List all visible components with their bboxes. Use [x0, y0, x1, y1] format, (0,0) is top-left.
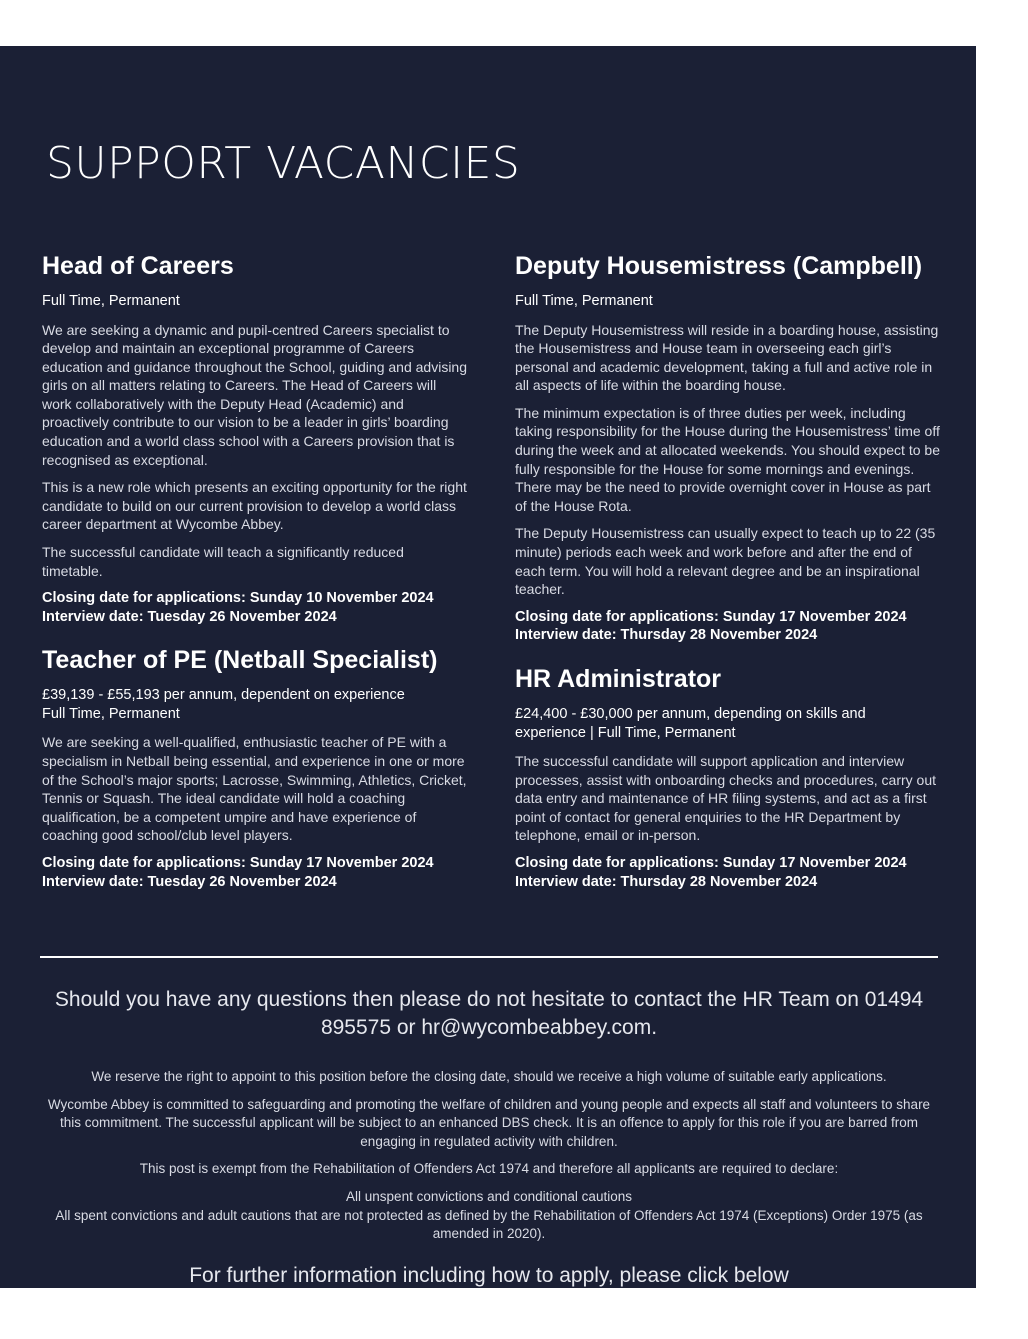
closing-date: Closing date for applications: Sunday 10 November 2024 [42, 590, 434, 607]
job-description: This is a new role which presents an exciting opportunity for the right candidate to build on our current provision to develop a world class career department at Wycombe Abbey. [42, 479, 467, 533]
job-terms [515, 705, 940, 742]
footer [40, 986, 938, 1318]
job-description: The Deputy Housemistress can usually expect to teach up to 22 (35 minute) periods each week and work before and after the end of each term. You will hold a relevant degree and be an inspirational teacher. [515, 525, 936, 598]
job-terms-line: Full Time, Permanent [42, 293, 180, 309]
closing-date: Closing date for applications: Sunday 17 November 2024 [42, 854, 434, 871]
job-title: HR Administrator [515, 665, 722, 693]
job-dates [42, 589, 467, 626]
interview-date: Interview date: Thursday 28 November 2024 [515, 873, 818, 890]
job-terms [515, 292, 940, 311]
job-head-of-careers [42, 252, 467, 626]
right-column [515, 252, 940, 911]
job-salary: £39,139 - £55,193 per annum, dependent on experience [42, 687, 405, 704]
job-terms-line: Full Time, Permanent [515, 293, 653, 309]
job-description: We are seeking a dynamic and pupil-centred Careers specialist to develop and maintain an exceptional programme of Careers education and guidance throughout the School, guiding and advising girls on all matters relating to Careers. The Head of Careers will work collaboratively with the Deputy Head (Academic) and proactively contribute to our vision to be a leader in girls’ boarding education and a world class school with a Careers provision that is recognised as exceptional. [42, 321, 467, 468]
job-dates [515, 854, 940, 891]
declaration-item: All unspent convictions and conditional cautions [346, 1188, 632, 1204]
job-description: We are seeking a well-qualified, enthusiastic teacher of PE with a specialism in Netball being essential, and experience in one or more of the School’s major sports; Lacrosse, Swimming, Athletics, Cricket, Tennis or Squash. The ideal candidate will hold a coaching qualification, be a competent umpire and have experience of coaching good school/club level players. [42, 734, 467, 844]
page-title: SUPPORT VACANCIES [46, 138, 521, 189]
job-description: The successful candidate will teach a significantly reduced timetable. [42, 544, 404, 579]
left-column [42, 252, 467, 911]
job-title: Head of Careers [42, 252, 234, 280]
interview-date: Interview date: Tuesday 26 November 2024 [42, 608, 337, 625]
job-title: Teacher of PE (Netball Specialist) [42, 646, 438, 675]
job-terms [42, 292, 467, 311]
job-description: The successful candidate will support application and interview processes, assist with onboarding checks and procedures, carry out data entry and maintenance of HR filing systems, and act as a first point of contact for general enquiries to the HR Department by telephone, email or in-person. [515, 753, 936, 844]
contact-text: Should you have any questions then please do not hesitate to contact the HR Team on 01494 895575 or hr@wycombeabbey.com. [54, 988, 924, 1039]
interview-date: Interview date: Thursday 28 November 2024 [515, 627, 818, 644]
job-salary: £24,400 - £30,000 per annum, depending on skills and experience | Full Time, Permanent [515, 706, 866, 741]
job-dates [42, 854, 467, 891]
vacancies-link[interactable]: Vacancies at Wycombe Abbey [339, 1291, 639, 1315]
job-dates [515, 608, 940, 645]
job-hr-administrator [515, 665, 940, 891]
declaration-item: All spent convictions and adult cautions that are not protected as defined by the Rehabilitation of Offenders Act 1974 (Exceptions) Order 1975 (as amended in 2020). [55, 1207, 923, 1242]
declaration-list [40, 1188, 938, 1244]
interview-date: Interview date: Tuesday 26 November 2024 [42, 873, 337, 890]
job-teacher-of-pe [42, 646, 467, 891]
job-terms-line: Full Time, Permanent [42, 705, 180, 722]
safeguarding-note: Wycombe Abbey is committed to safeguarding and promoting the welfare of children and young people and expects all staff and volunteers to share this commitment. The successful applicant will be subject to an enhanced DBS check. It is an offence to apply for this role if you are barred from engaging in regulated activity with children. [47, 1096, 931, 1149]
reserve-note: We reserve the right to appoint to this position before the closing date, should we receive a high volume of suitable early applications. [91, 1069, 887, 1084]
job-deputy-housemistress [515, 252, 940, 645]
closing-date: Closing date for applications: Sunday 17 November 2024 [515, 854, 907, 871]
vacancies-panel [0, 46, 976, 1315]
section-divider [40, 956, 938, 958]
exempt-note: This post is exempt from the Rehabilitation of Offenders Act 1974 and therefore all applicants are required to declare: [139, 1161, 839, 1177]
job-description: The minimum expectation is of three duties per week, including taking responsibility for the House during the Housemistress’ time off during the week and at allocated weekends. You should expect to be fully responsible for the House for some mornings and evenings. There may be the need to provide overnight cover in House as part of the House Rota. [515, 404, 940, 514]
job-description: The Deputy Housemistress will reside in a boarding house, assisting the Housemistress and House team in overseeing each girl’s personal and academic development, taking a full and active role in all aspects of life within the boarding house. [515, 321, 939, 394]
further-info-text: For further information including how to apply, please click below [189, 1263, 789, 1287]
job-title: Deputy Housemistress (Campbell) [515, 252, 923, 280]
closing-date: Closing date for applications: Sunday 17 November 2024 [515, 608, 907, 625]
job-terms [42, 686, 467, 723]
